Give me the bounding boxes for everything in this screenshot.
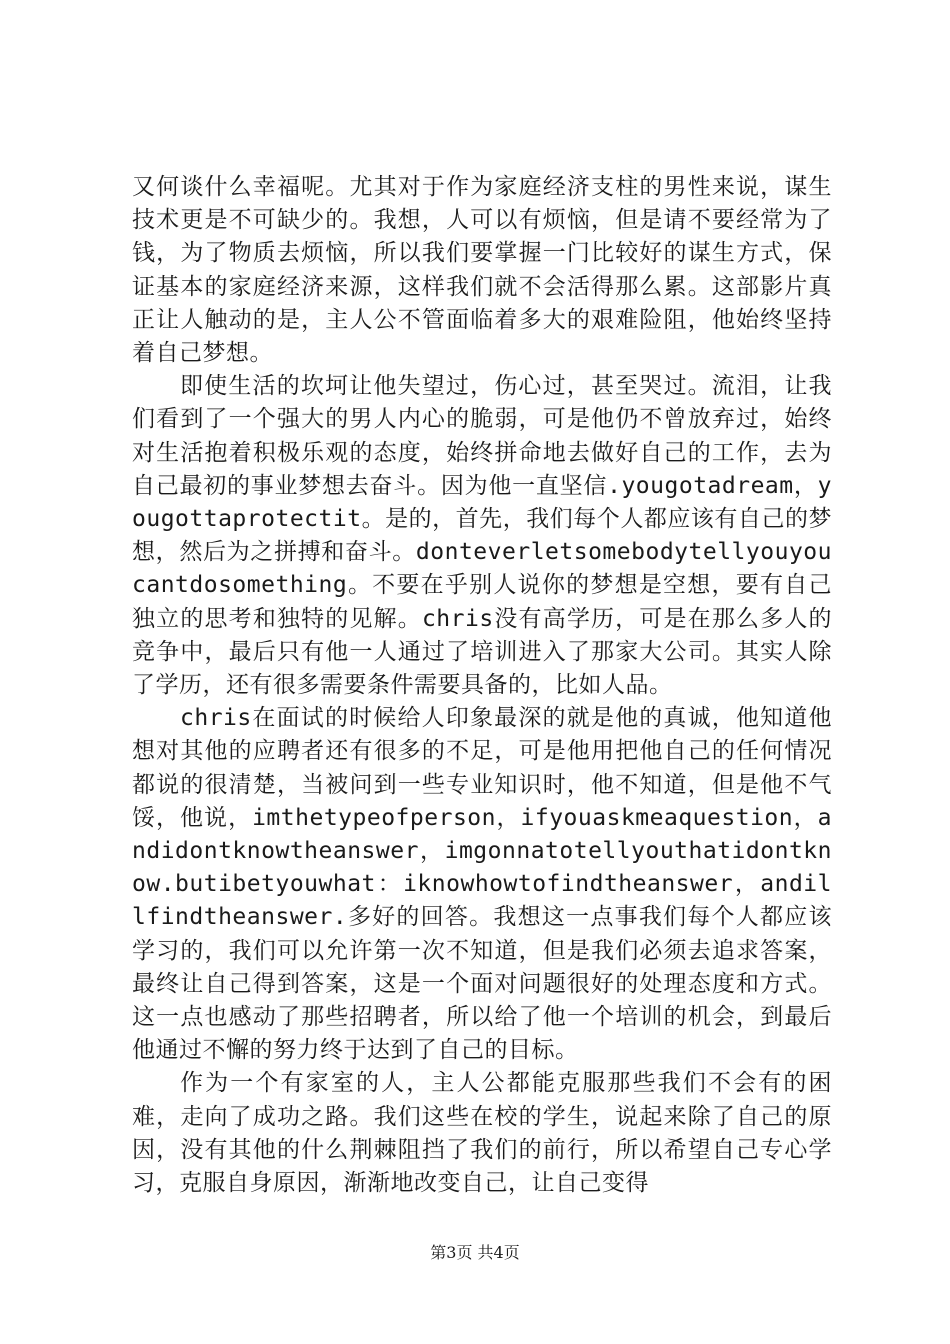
paragraph-3: chris在面试的时候给人印象最深的就是他的真诚，他知道他想对其他的应聘者还有很多的不足，可是他用把他自己的任何情况都说的很清楚，当被问到一些专业知识时，他不知道，但是他不气馁，他说，imthetypeofperson，ifyouaskmeaquestion，andidontknowtheanswer，imgonnatotellyouthatidontknow.butibetyouwhat：iknowhowtofindtheanswer，andillfindtheanswer.多好的回答。我想这一点事我们每个人都应该学习的，我们可以允许第一次不知道，但是我们必须去追求答案，最终让自己得到答案，这是一个面对问题很好的处理态度和方式。这一点也感动了那些招聘者，所以给了他一个培训的机会，到最后他通过不懈的努力终于达到了自己的目标。 <box>132 705 832 1064</box>
paragraph-2: 即使生活的坎坷让他失望过，伤心过，甚至哭过。流泪，让我们看到了一个强大的男人内心的脆弱，可是他仍不曾放弃过，始终对生活抱着积极乐观的态度，始终拼命地去做好自己的工作，去为自己最初的事业梦想去奋斗。因为他一直坚信.yougotadream，yougottaprotectit。是的，首先，我们每个人都应该有自己的梦想，然后为之拼搏和奋斗。donteverletsomebodytellyouyoucantdosomething。不要在乎别人说你的梦想是空想，要有自己独立的思考和独特的见解。chris没有高学历，可是在那么多人的竞争中，最后只有他一人通过了培训进入了那家大公司。其实人除了学历，还有很多需要条件需要具备的，比如人品。 <box>132 373 832 699</box>
page-number-footer: 第3页 共4页 <box>430 1243 520 1262</box>
document-body <box>132 171 832 1200</box>
paragraph-1: 又何谈什么幸福呢。尤其对于作为家庭经济支柱的男性来说，谋生技术更是不可缺少的。我想，人可以有烦恼，但是请不要经常为了钱，为了物质去烦恼，所以我们要掌握一门比较好的谋生方式，保证基本的家庭经济来源，这样我们就不会活得那么累。这部影片真正让人触动的是，主人公不管面临着多大的艰难险阻，他始终坚持着自己梦想。 <box>132 174 832 367</box>
paragraph-4: 作为一个有家室的人，主人公都能克服那些我们不会有的困难，走向了成功之路。我们这些在校的学生，说起来除了自己的原因，没有其他的什么荆棘阻挡了我们的前行，所以希望自己专心学习，克服自身原因，渐渐地改变自己，让自己变得 <box>132 1070 832 1197</box>
